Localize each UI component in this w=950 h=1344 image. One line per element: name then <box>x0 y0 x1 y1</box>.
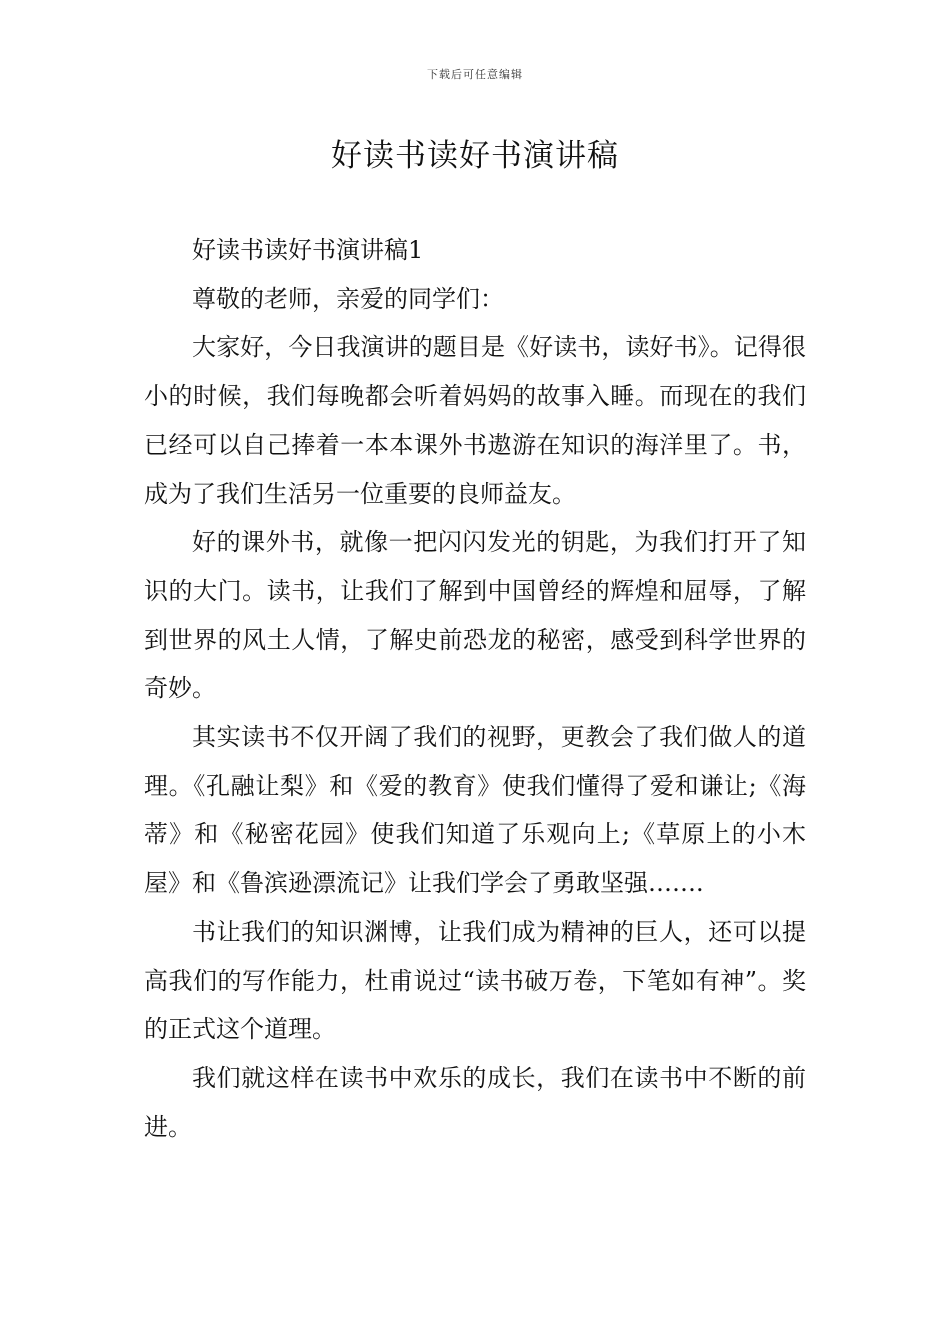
document-body <box>144 226 806 1151</box>
paragraph-subtitle: 好读书读好书演讲稿1 <box>192 236 424 264</box>
paragraph: 其实读书不仅开阔了我们的视野，更教会了我们做人的道理。《孔融让梨》和《爱的教育》使我们懂得了爱和谦让;《海蒂》和《秘密花园》使我们知道了乐观向上;《草原上的小木屋》和《鲁滨逊漂流记》让我们学会了勇敢坚强……. <box>144 723 806 898</box>
paragraph: 我们就这样在读书中欢乐的成长，我们在读书中不断的前进。 <box>144 1063 806 1141</box>
paragraph: 大家好，今日我演讲的题目是《好读书，读好书》。记得很小的时候，我们每晚都会听着妈妈的故事入睡。而现在的我们已经可以自己捧着一本本课外书遨游在知识的海洋里了。书，成为了我们生活另一位重要的良师益友。 <box>144 333 806 508</box>
document-title: 好读书读好书演讲稿 <box>331 138 619 174</box>
paragraph-salutation: 尊敬的老师，亲爱的同学们： <box>192 284 504 313</box>
header-note: 下载后可任意编辑 <box>427 68 523 81</box>
paragraph: 书让我们的知识渊博，让我们成为精神的巨人，还可以提高我们的写作能力，杜甫说过“读书破万卷，下笔如有神”。奖的正式这个道理。 <box>144 917 806 1044</box>
paragraph: 好的课外书，就像一把闪闪发光的钥匙，为我们打开了知识的大门。读书，让我们了解到中国曾经的辉煌和屈辱，了解到世界的风土人情，了解史前恐龙的秘密，感受到科学世界的奇妙。 <box>144 528 806 703</box>
